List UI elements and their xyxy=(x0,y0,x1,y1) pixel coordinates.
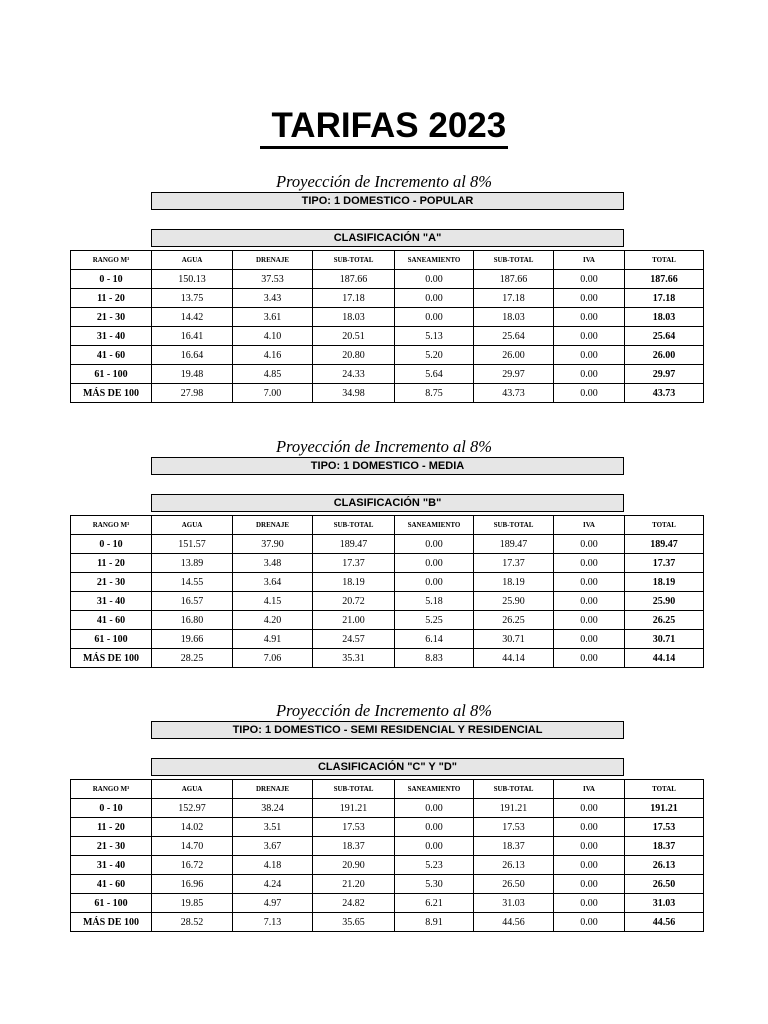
table-row xyxy=(71,270,704,289)
column-header: SANEAMIENTO xyxy=(395,251,474,270)
page-title-text: TARIFAS 2023 xyxy=(260,106,508,149)
table-cell: 18.37 xyxy=(313,837,395,856)
column-header: SANEAMIENTO xyxy=(395,780,474,799)
range-cell: 11 - 20 xyxy=(71,554,152,573)
table-cell: 26.25 xyxy=(474,611,554,630)
table-cell: 37.53 xyxy=(233,270,313,289)
table-cell: 29.97 xyxy=(474,365,554,384)
table-cell: 44.14 xyxy=(474,649,554,668)
table-cell: 0.00 xyxy=(554,592,625,611)
table-cell: 5.25 xyxy=(395,611,474,630)
table-cell: 20.80 xyxy=(313,346,395,365)
tipo-bar: TIPO: 1 DOMESTICO - SEMI RESIDENCIAL Y RESIDENCIAL xyxy=(151,721,624,739)
total-cell: 25.90 xyxy=(625,592,704,611)
range-cell: 61 - 100 xyxy=(71,630,152,649)
range-cell: 11 - 20 xyxy=(71,818,152,837)
table-cell: 6.21 xyxy=(395,894,474,913)
table-cell: 189.47 xyxy=(313,535,395,554)
table-row xyxy=(71,289,704,308)
table-cell: 0.00 xyxy=(554,837,625,856)
table-cell: 20.51 xyxy=(313,327,395,346)
table-row xyxy=(71,346,704,365)
table-cell: 20.72 xyxy=(313,592,395,611)
total-cell: 187.66 xyxy=(625,270,704,289)
table-row xyxy=(71,384,704,403)
table-header-row xyxy=(71,251,704,270)
table-cell: 4.16 xyxy=(233,346,313,365)
table-cell: 38.24 xyxy=(233,799,313,818)
table-cell: 37.90 xyxy=(233,535,313,554)
table-cell: 0.00 xyxy=(554,894,625,913)
table-cell: 28.52 xyxy=(152,913,233,932)
table-row xyxy=(71,856,704,875)
table-cell: 14.55 xyxy=(152,573,233,592)
total-cell: 18.19 xyxy=(625,573,704,592)
table-cell: 18.19 xyxy=(474,573,554,592)
table-cell: 0.00 xyxy=(395,535,474,554)
table-cell: 43.73 xyxy=(474,384,554,403)
table-cell: 26.13 xyxy=(474,856,554,875)
total-cell: 26.13 xyxy=(625,856,704,875)
column-header: SUB-TOTAL xyxy=(313,780,395,799)
table-cell: 17.18 xyxy=(313,289,395,308)
column-header: IVA xyxy=(554,780,625,799)
total-cell: 31.03 xyxy=(625,894,704,913)
total-cell: 44.56 xyxy=(625,913,704,932)
table-cell: 17.53 xyxy=(313,818,395,837)
table-row xyxy=(71,837,704,856)
table-cell: 31.03 xyxy=(474,894,554,913)
column-header: DRENAJE xyxy=(233,251,313,270)
table-cell: 0.00 xyxy=(395,270,474,289)
table-cell: 189.47 xyxy=(474,535,554,554)
column-header: RANGO M³ xyxy=(71,516,152,535)
table-cell: 4.20 xyxy=(233,611,313,630)
table-cell: 0.00 xyxy=(395,573,474,592)
table-cell: 0.00 xyxy=(554,365,625,384)
table-cell: 0.00 xyxy=(554,270,625,289)
table-row xyxy=(71,649,704,668)
clasificacion-bar: CLASIFICACIÓN "A" xyxy=(151,229,624,247)
table-cell: 5.23 xyxy=(395,856,474,875)
table-cell: 17.37 xyxy=(474,554,554,573)
table-row xyxy=(71,365,704,384)
table-cell: 35.31 xyxy=(313,649,395,668)
table-cell: 152.97 xyxy=(152,799,233,818)
table-cell: 18.37 xyxy=(474,837,554,856)
total-cell: 17.37 xyxy=(625,554,704,573)
column-header: RANGO M³ xyxy=(71,251,152,270)
range-cell: 41 - 60 xyxy=(71,346,152,365)
table-cell: 26.00 xyxy=(474,346,554,365)
table-cell: 14.70 xyxy=(152,837,233,856)
total-cell: 43.73 xyxy=(625,384,704,403)
range-cell: 0 - 10 xyxy=(71,270,152,289)
table-row xyxy=(71,913,704,932)
range-cell: 21 - 30 xyxy=(71,837,152,856)
table-cell: 0.00 xyxy=(395,308,474,327)
range-cell: 41 - 60 xyxy=(71,875,152,894)
table-cell: 3.43 xyxy=(233,289,313,308)
table-cell: 3.48 xyxy=(233,554,313,573)
column-header: IVA xyxy=(554,516,625,535)
total-cell: 191.21 xyxy=(625,799,704,818)
clasificacion-bar: CLASIFICACIÓN "C" Y "D" xyxy=(151,758,624,776)
table-cell: 0.00 xyxy=(554,611,625,630)
table-cell: 16.41 xyxy=(152,327,233,346)
column-header: SUB-TOTAL xyxy=(474,516,554,535)
table-cell: 35.65 xyxy=(313,913,395,932)
table-row xyxy=(71,630,704,649)
table-cell: 0.00 xyxy=(554,554,625,573)
table-cell: 187.66 xyxy=(313,270,395,289)
table-row xyxy=(71,554,704,573)
table-cell: 0.00 xyxy=(554,649,625,668)
table-row xyxy=(71,535,704,554)
table-cell: 0.00 xyxy=(554,913,625,932)
total-cell: 25.64 xyxy=(625,327,704,346)
table-cell: 0.00 xyxy=(554,630,625,649)
table-cell: 0.00 xyxy=(554,289,625,308)
total-cell: 26.50 xyxy=(625,875,704,894)
table-cell: 28.25 xyxy=(152,649,233,668)
table-cell: 16.64 xyxy=(152,346,233,365)
range-cell: MÁS DE 100 xyxy=(71,384,152,403)
column-header: AGUA xyxy=(152,251,233,270)
section-subtitle: Proyección de Incremento al 8% xyxy=(276,172,492,191)
table-cell: 18.03 xyxy=(313,308,395,327)
total-cell: 17.53 xyxy=(625,818,704,837)
column-header: SUB-TOTAL xyxy=(313,516,395,535)
table-cell: 3.61 xyxy=(233,308,313,327)
total-cell: 18.03 xyxy=(625,308,704,327)
table-row xyxy=(71,799,704,818)
table-cell: 18.03 xyxy=(474,308,554,327)
table-row xyxy=(71,573,704,592)
table-row xyxy=(71,818,704,837)
table-cell: 44.56 xyxy=(474,913,554,932)
range-cell: 61 - 100 xyxy=(71,894,152,913)
table-cell: 8.75 xyxy=(395,384,474,403)
tariff-table xyxy=(70,250,704,403)
table-cell: 19.85 xyxy=(152,894,233,913)
range-cell: 21 - 30 xyxy=(71,573,152,592)
column-header: TOTAL xyxy=(625,516,704,535)
table-cell: 0.00 xyxy=(554,535,625,554)
column-header: AGUA xyxy=(152,516,233,535)
table-cell: 0.00 xyxy=(395,554,474,573)
clasificacion-bar: CLASIFICACIÓN "B" xyxy=(151,494,624,512)
table-cell: 20.90 xyxy=(313,856,395,875)
table-cell: 0.00 xyxy=(554,856,625,875)
table-cell: 151.57 xyxy=(152,535,233,554)
range-cell: 0 - 10 xyxy=(71,799,152,818)
range-cell: 31 - 40 xyxy=(71,856,152,875)
table-row xyxy=(71,308,704,327)
table-cell: 8.91 xyxy=(395,913,474,932)
table-header-row xyxy=(71,780,704,799)
table-cell: 17.53 xyxy=(474,818,554,837)
range-cell: 41 - 60 xyxy=(71,611,152,630)
table-cell: 0.00 xyxy=(554,327,625,346)
column-header: SUB-TOTAL xyxy=(313,251,395,270)
column-header: RANGO M³ xyxy=(71,780,152,799)
range-cell: MÁS DE 100 xyxy=(71,649,152,668)
table-cell: 19.48 xyxy=(152,365,233,384)
range-cell: 61 - 100 xyxy=(71,365,152,384)
table-cell: 13.89 xyxy=(152,554,233,573)
table-cell: 0.00 xyxy=(395,289,474,308)
total-cell: 18.37 xyxy=(625,837,704,856)
table-row xyxy=(71,592,704,611)
table-cell: 4.85 xyxy=(233,365,313,384)
total-cell: 26.25 xyxy=(625,611,704,630)
table-cell: 0.00 xyxy=(395,837,474,856)
table-cell: 17.37 xyxy=(313,554,395,573)
table-cell: 4.18 xyxy=(233,856,313,875)
column-header: SUB-TOTAL xyxy=(474,780,554,799)
table-cell: 4.91 xyxy=(233,630,313,649)
table-cell: 4.15 xyxy=(233,592,313,611)
column-header: AGUA xyxy=(152,780,233,799)
range-cell: 31 - 40 xyxy=(71,592,152,611)
table-cell: 3.51 xyxy=(233,818,313,837)
table-cell: 5.20 xyxy=(395,346,474,365)
total-cell: 26.00 xyxy=(625,346,704,365)
range-cell: 0 - 10 xyxy=(71,535,152,554)
table-cell: 34.98 xyxy=(313,384,395,403)
table-cell: 25.64 xyxy=(474,327,554,346)
tariff-table xyxy=(70,515,704,668)
table-cell: 4.10 xyxy=(233,327,313,346)
table-cell: 3.64 xyxy=(233,573,313,592)
table-cell: 7.13 xyxy=(233,913,313,932)
table-cell: 21.00 xyxy=(313,611,395,630)
table-cell: 5.30 xyxy=(395,875,474,894)
table-cell: 26.50 xyxy=(474,875,554,894)
table-cell: 0.00 xyxy=(395,818,474,837)
total-cell: 189.47 xyxy=(625,535,704,554)
tipo-bar: TIPO: 1 DOMESTICO - POPULAR xyxy=(151,192,624,210)
table-cell: 191.21 xyxy=(313,799,395,818)
column-header: TOTAL xyxy=(625,251,704,270)
tipo-bar: TIPO: 1 DOMESTICO - MEDIA xyxy=(151,457,624,475)
table-row xyxy=(71,894,704,913)
table-cell: 0.00 xyxy=(554,346,625,365)
table-cell: 27.98 xyxy=(152,384,233,403)
table-cell: 5.18 xyxy=(395,592,474,611)
range-cell: 11 - 20 xyxy=(71,289,152,308)
range-cell: 31 - 40 xyxy=(71,327,152,346)
column-header: DRENAJE xyxy=(233,780,313,799)
table-cell: 13.75 xyxy=(152,289,233,308)
column-header: TOTAL xyxy=(625,780,704,799)
table-cell: 0.00 xyxy=(554,875,625,894)
total-cell: 44.14 xyxy=(625,649,704,668)
total-cell: 29.97 xyxy=(625,365,704,384)
table-cell: 14.02 xyxy=(152,818,233,837)
total-cell: 30.71 xyxy=(625,630,704,649)
table-cell: 6.14 xyxy=(395,630,474,649)
range-cell: MÁS DE 100 xyxy=(71,913,152,932)
table-cell: 191.21 xyxy=(474,799,554,818)
page-title xyxy=(0,104,768,149)
column-header: SANEAMIENTO xyxy=(395,516,474,535)
column-header: DRENAJE xyxy=(233,516,313,535)
table-cell: 4.97 xyxy=(233,894,313,913)
table-cell: 8.83 xyxy=(395,649,474,668)
table-cell: 16.96 xyxy=(152,875,233,894)
table-cell: 30.71 xyxy=(474,630,554,649)
table-row xyxy=(71,875,704,894)
table-cell: 0.00 xyxy=(554,573,625,592)
table-cell: 0.00 xyxy=(554,308,625,327)
table-header-row xyxy=(71,516,704,535)
total-cell: 17.18 xyxy=(625,289,704,308)
table-cell: 24.33 xyxy=(313,365,395,384)
table-cell: 0.00 xyxy=(554,384,625,403)
column-header: SUB-TOTAL xyxy=(474,251,554,270)
table-cell: 24.82 xyxy=(313,894,395,913)
table-cell: 16.57 xyxy=(152,592,233,611)
range-cell: 21 - 30 xyxy=(71,308,152,327)
table-cell: 14.42 xyxy=(152,308,233,327)
tariff-table xyxy=(70,779,704,932)
table-row xyxy=(71,327,704,346)
table-cell: 18.19 xyxy=(313,573,395,592)
section-subtitle: Proyección de Incremento al 8% xyxy=(276,437,492,456)
section-subtitle: Proyección de Incremento al 8% xyxy=(276,701,492,720)
table-cell: 187.66 xyxy=(474,270,554,289)
table-cell: 17.18 xyxy=(474,289,554,308)
table-cell: 24.57 xyxy=(313,630,395,649)
table-cell: 150.13 xyxy=(152,270,233,289)
table-cell: 4.24 xyxy=(233,875,313,894)
table-cell: 3.67 xyxy=(233,837,313,856)
table-cell: 25.90 xyxy=(474,592,554,611)
table-row xyxy=(71,611,704,630)
table-cell: 7.00 xyxy=(233,384,313,403)
table-cell: 5.13 xyxy=(395,327,474,346)
column-header: IVA xyxy=(554,251,625,270)
table-cell: 0.00 xyxy=(554,799,625,818)
table-cell: 19.66 xyxy=(152,630,233,649)
table-cell: 0.00 xyxy=(395,799,474,818)
table-cell: 0.00 xyxy=(554,818,625,837)
table-cell: 21.20 xyxy=(313,875,395,894)
table-cell: 16.72 xyxy=(152,856,233,875)
table-cell: 16.80 xyxy=(152,611,233,630)
table-cell: 5.64 xyxy=(395,365,474,384)
table-cell: 7.06 xyxy=(233,649,313,668)
